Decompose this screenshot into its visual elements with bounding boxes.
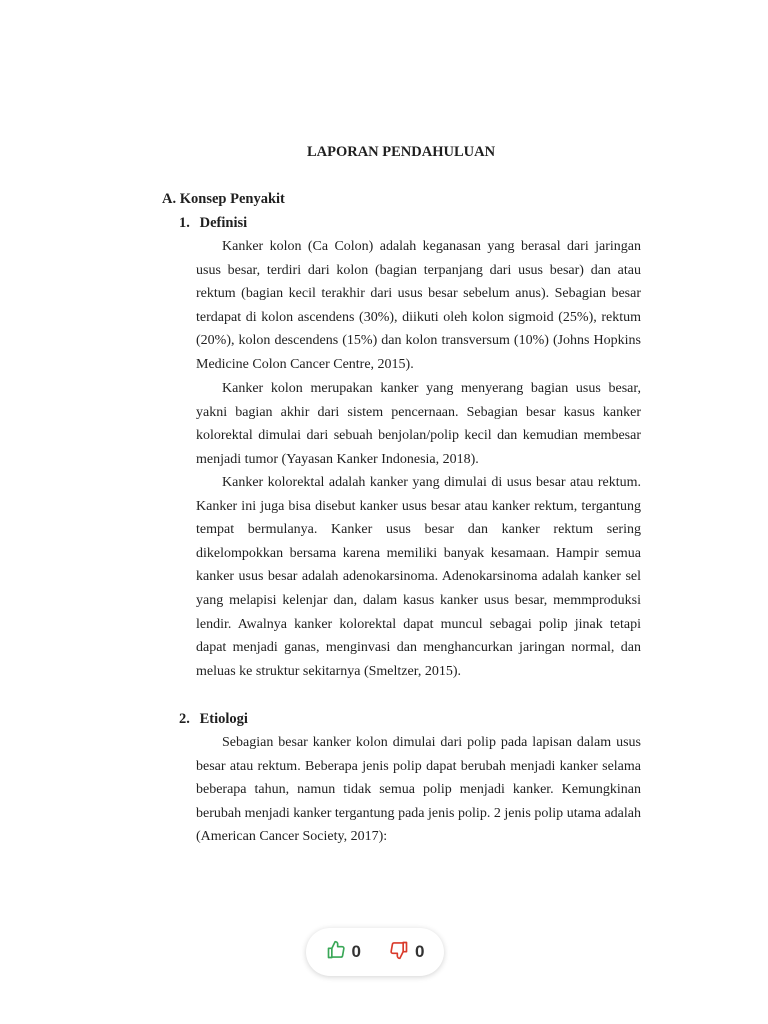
section-letter: A. xyxy=(162,191,177,207)
upvote-button[interactable] xyxy=(326,940,361,965)
downvote-button[interactable] xyxy=(389,940,424,965)
section-title: Konsep Penyakit xyxy=(179,191,285,207)
subsection-title: Etiologi xyxy=(199,711,248,727)
thumbs-up-icon xyxy=(326,940,346,965)
subsection-heading-etiologi xyxy=(179,709,248,729)
subsection-number: 1. xyxy=(179,215,190,231)
vote-bar xyxy=(306,928,444,976)
paragraph: Kanker kolorektal adalah kanker yang dimulai di usus besar atau rektum. Kanker ini juga bisa disebut kanker usus besar atau kanker rektum, tergantung tempat bermulanya. Kanker usus besar dan kanker rektum sering dikelompokkan bersama karena memiliki banyak kesamaan. Hampir semua kanker usus besar adalah adenokarsinoma. Adenokarsinoma adalah kanker sel yang melapisi kelenjar dan, dalam kasus kanker usus besar, memmproduksi lendir. Awalnya kanker kolorektal dapat muncul sebagai polip jinak tetapi dapat menjadi ganas, menginvasi dan menghancurkan jaringan normal, dan meluas ke struktur sekitarnya (Smeltzer, 2015). xyxy=(196,475,641,679)
downvote-count: 0 xyxy=(415,942,425,961)
subsection-heading-definisi xyxy=(179,213,247,233)
thumbs-down-icon xyxy=(389,940,409,965)
paragraph: Kanker kolon merupakan kanker yang menyerang bagian usus besar, yakni bagian akhir dari sistem pencernaan. Sebagian besar kasus kanker kolorektal dimulai dari sebuah benjolan/polip kecil dan kemudian membesar menjadi tumor (Yayasan Kanker Indonesia, 2018). xyxy=(196,381,641,467)
paragraph: Sebagian besar kanker kolon dimulai dari polip pada lapisan dalam usus besar atau rektum. Beberapa jenis polip dapat berubah menjadi kanker selama beberapa tahun, namun tidak semua polip menjadi kanker. Kemungkinan berubah menjadi kanker tergantung pada jenis polip. 2 jenis polip utama adalah (American Cancer Society, 2017): xyxy=(196,735,641,845)
paragraph: Kanker kolon (Ca Colon) adalah keganasan yang berasal dari jaringan usus besar, terdiri dari kolon (bagian terpanjang dari usus besar) dan atau rektum (bagian kecil terakhir dari usus besar sebelum anus). Sebagian besar terdapat di kolon ascendens (30%), diikuti oleh kolon sigmoid (25%), rektum (20%), kolon descendens (15%) dan kolon transversum (10%) (Johns Hopkins Medicine Colon Cancer Centre, 2015). xyxy=(196,239,641,372)
subsection-number: 2. xyxy=(179,711,190,727)
upvote-count: 0 xyxy=(351,942,361,961)
section-heading xyxy=(162,189,285,209)
subsection-title: Definisi xyxy=(199,215,248,231)
document-title: LAPORAN PENDAHULUAN xyxy=(306,144,496,160)
